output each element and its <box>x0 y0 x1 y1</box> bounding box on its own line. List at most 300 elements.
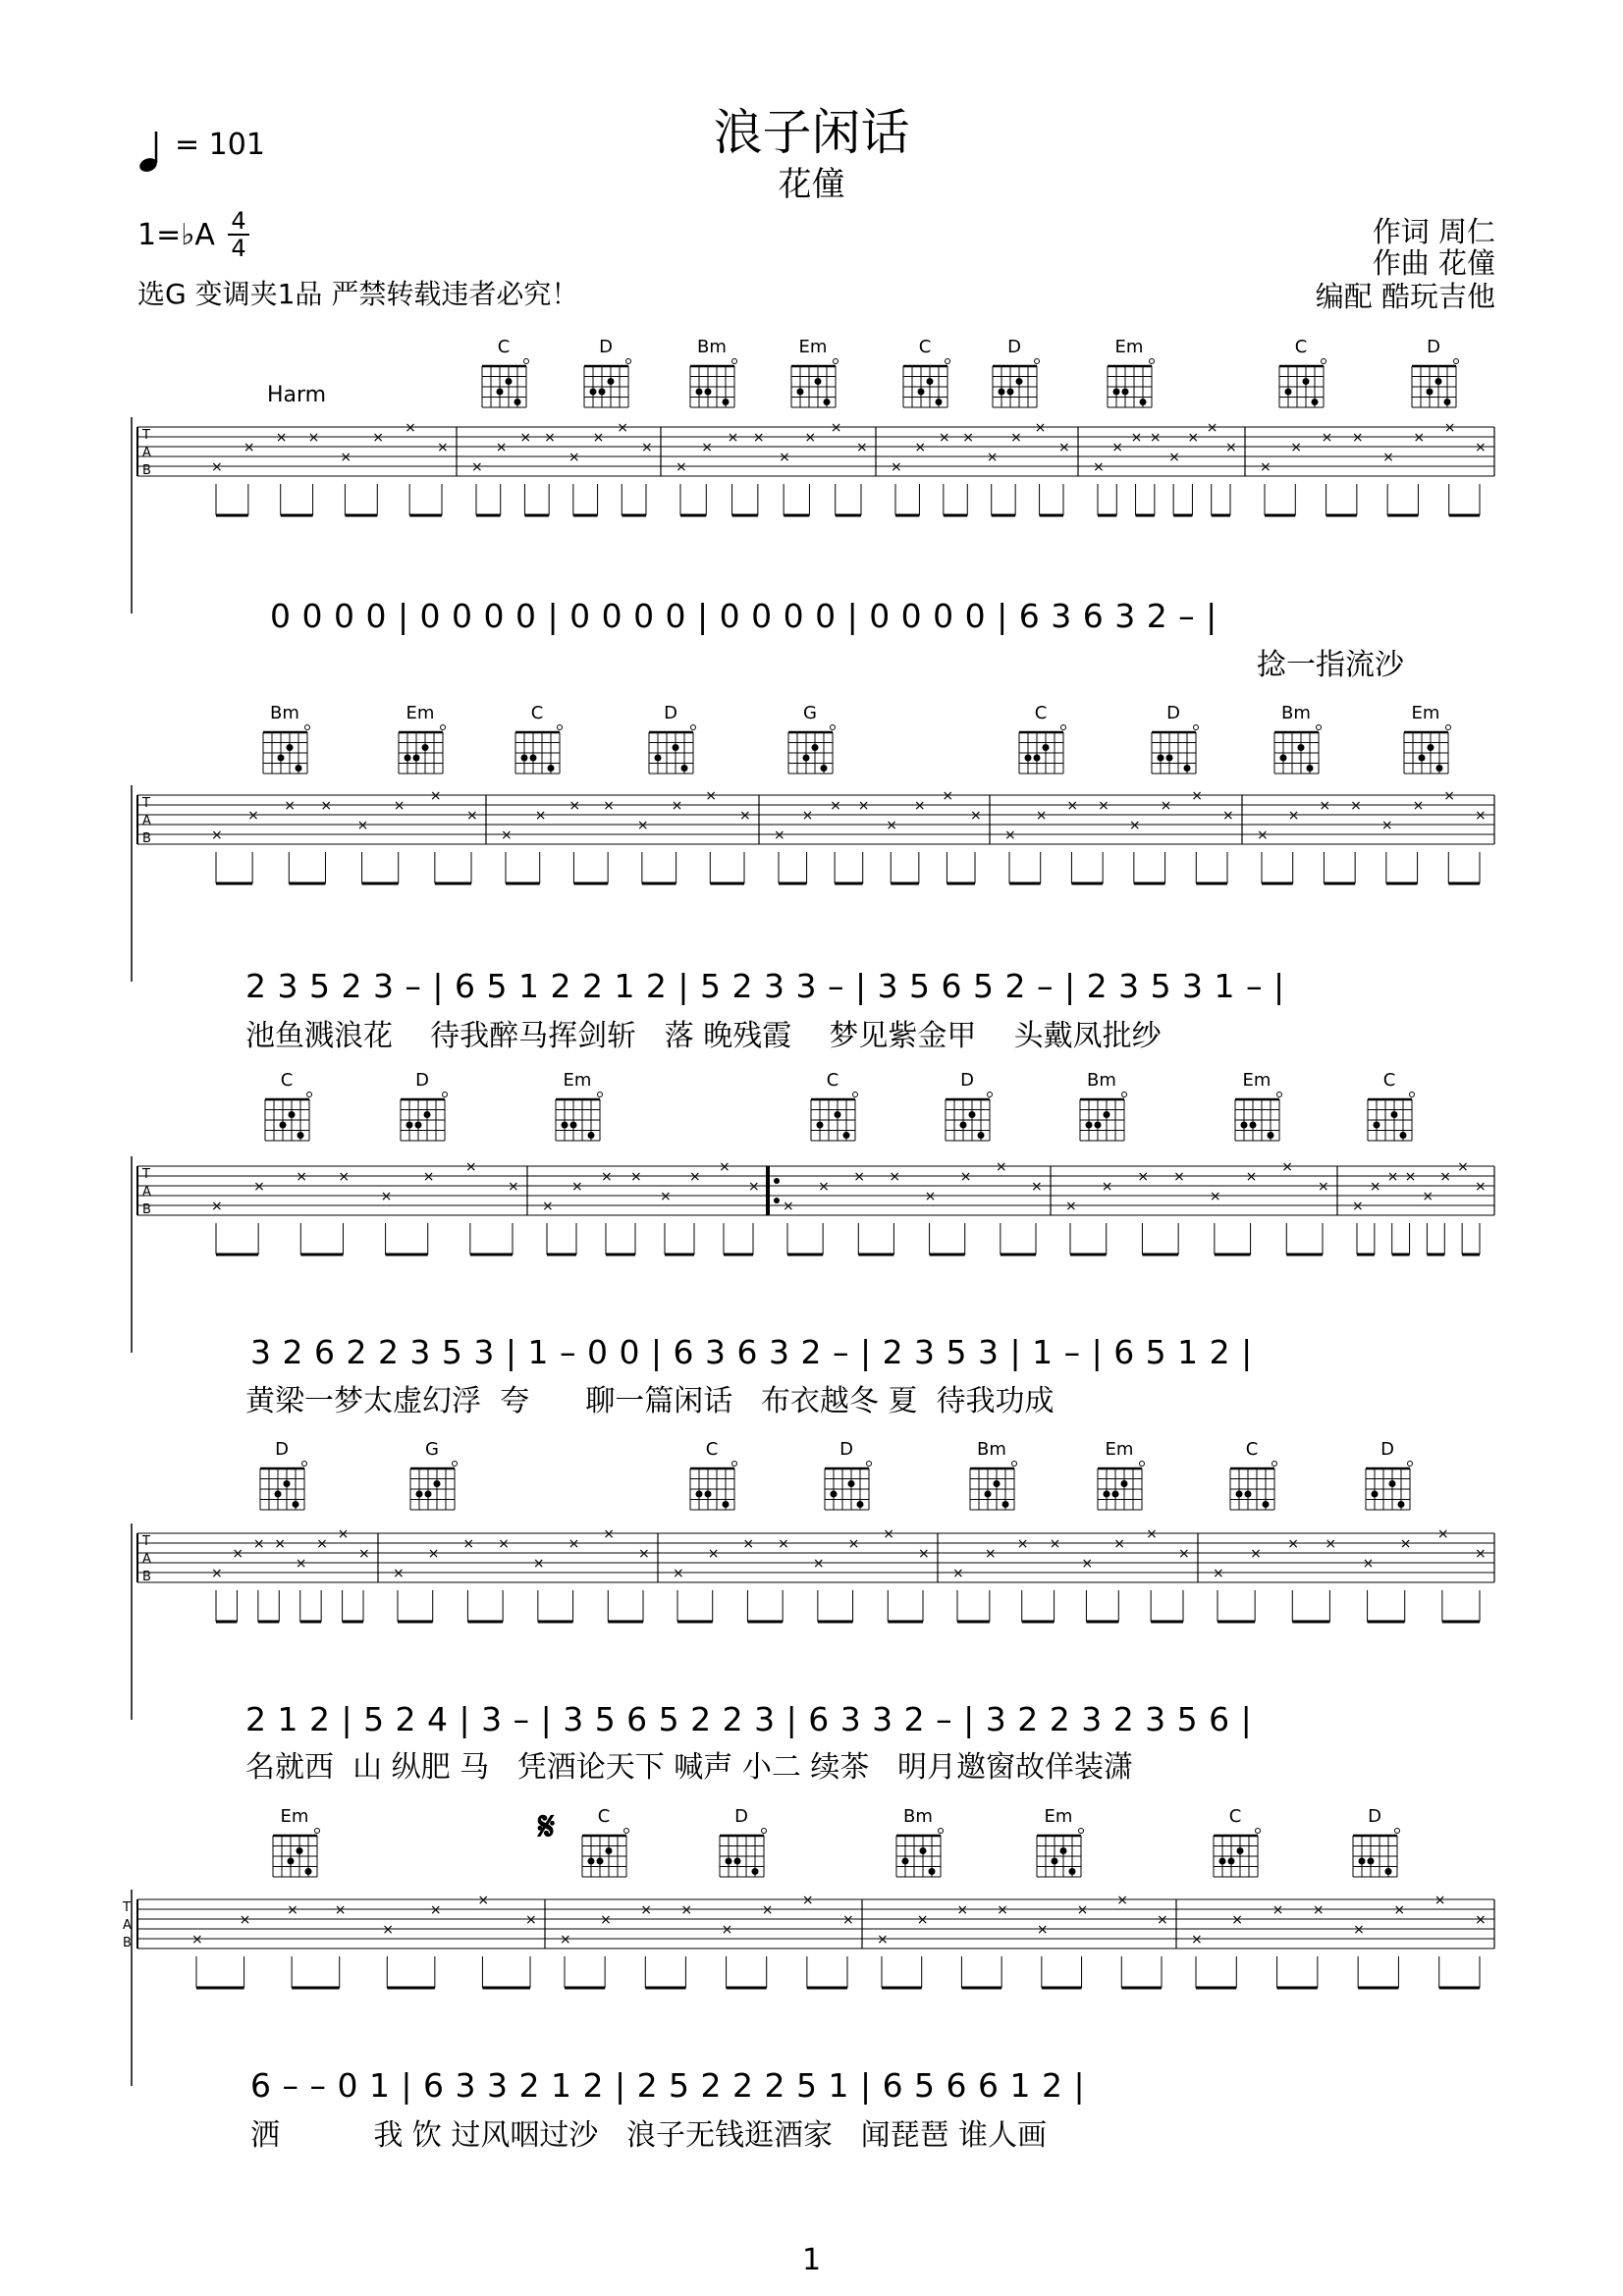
svg-text:×: × <box>532 1556 545 1572</box>
svg-text:×: × <box>853 1169 866 1185</box>
svg-text:×: × <box>984 1546 997 1562</box>
svg-text:×: × <box>243 440 255 455</box>
svg-text:T: T <box>123 1900 131 1915</box>
svg-text:×: × <box>525 1912 537 1928</box>
chord-name: G <box>803 703 817 723</box>
chord-diagram-icon <box>985 358 1044 413</box>
chord-diagram-icon <box>1029 1828 1088 1883</box>
svg-text:×: × <box>1245 1169 1258 1185</box>
svg-text:×: × <box>1157 1912 1168 1928</box>
svg-text:×: × <box>801 808 814 824</box>
svg-text:×: × <box>638 1546 650 1562</box>
chord-name: D <box>734 1806 748 1827</box>
svg-text:×: × <box>617 420 629 436</box>
chord-diagram-icon <box>938 1092 997 1147</box>
svg-text:×: × <box>337 1526 350 1542</box>
svg-text:×: × <box>437 440 449 455</box>
chord-name: D <box>275 1439 289 1460</box>
svg-text:×: × <box>701 440 714 455</box>
chord-diagram-icon <box>548 1092 607 1147</box>
lyricist: 作词 周仁 <box>1372 215 1495 248</box>
lyric-line: 池鱼溅浪花 待我醉马挥剑斩 落 晚残霞 梦见紫金甲 头戴凤批纱 <box>245 1019 1162 1053</box>
svg-text:×: × <box>600 1912 612 1928</box>
svg-text:×: × <box>382 1922 395 1938</box>
svg-text:×: × <box>1034 420 1047 436</box>
svg-text:×: × <box>568 1536 580 1552</box>
svg-text:×: × <box>1353 1922 1365 1938</box>
svg-text:×: × <box>1209 1189 1221 1204</box>
chord-name: D <box>960 1070 974 1091</box>
svg-text:×: × <box>680 1902 693 1918</box>
lyric-line: 捻一指流沙 <box>1257 648 1404 682</box>
lyric-line: 洒 我 饮 过风咽过沙 浪子无钱逛酒家 闻琵琶 谁人画 <box>250 2118 1048 2153</box>
chord-name: D <box>415 1070 429 1091</box>
svg-text:×: × <box>986 450 999 465</box>
svg-text:×: × <box>830 798 841 814</box>
svg-text:×: × <box>913 798 926 814</box>
svg-text:×: × <box>847 1536 860 1552</box>
svg-text:×: × <box>1178 1546 1190 1562</box>
svg-text:×: × <box>1436 1526 1449 1542</box>
chord-name: D <box>1166 703 1180 723</box>
svg-text:×: × <box>995 1159 1007 1175</box>
svg-text:×: × <box>1066 798 1079 814</box>
chord-diagram-icon <box>391 724 450 779</box>
chord-name: D <box>839 1439 853 1460</box>
svg-text:×: × <box>1149 430 1162 446</box>
chord-diagram-icon <box>508 724 567 779</box>
chord-diagram-icon <box>682 358 741 413</box>
svg-text:×: × <box>705 788 718 804</box>
chord-diagram-icon <box>576 358 635 413</box>
svg-text:×: × <box>640 1902 653 1918</box>
svg-text:×: × <box>1443 420 1456 436</box>
chord-diagram-icon <box>574 1828 633 1883</box>
svg-text:×: × <box>689 1169 701 1185</box>
chord-diagram-icon <box>1360 1092 1419 1147</box>
svg-text:×: × <box>1362 1556 1375 1572</box>
chord-name: C <box>1034 703 1048 723</box>
svg-text:×: × <box>830 420 842 436</box>
svg-text:×: × <box>761 1902 774 1918</box>
svg-text:×: × <box>1222 808 1234 824</box>
lyric-line: 黄梁一梦太虚幻浮 夸 聊一篇闲话 布衣越冬 夏 待我功成 <box>245 1384 1055 1418</box>
key-signature: 1=♭A <box>137 218 215 252</box>
time-bottom: 4 <box>228 234 249 261</box>
svg-text:×: × <box>1004 828 1016 843</box>
svg-text:×: × <box>914 440 927 455</box>
chord-name: C <box>280 1070 294 1091</box>
svg-text:×: × <box>891 459 902 475</box>
chord-name: C <box>530 703 544 723</box>
svg-text:×: × <box>232 1546 244 1562</box>
svg-text:×: × <box>1475 1179 1487 1195</box>
chord-name: C <box>705 1439 719 1460</box>
svg-text:×: × <box>211 828 223 843</box>
svg-text:×: × <box>253 1179 265 1195</box>
svg-text:×: × <box>1287 1536 1300 1552</box>
svg-text:×: × <box>1130 430 1143 446</box>
svg-text:×: × <box>1225 440 1237 455</box>
svg-text:×: × <box>542 1199 554 1214</box>
chord-name: C <box>597 1806 611 1827</box>
chord-diagram-icon <box>1072 1092 1131 1147</box>
svg-text:T: T <box>142 428 150 443</box>
chord-name: D <box>1007 337 1021 357</box>
svg-text:×: × <box>1271 1902 1284 1918</box>
svg-text:×: × <box>676 459 687 475</box>
chord-name: Em <box>1242 1070 1271 1091</box>
svg-text:×: × <box>495 440 508 455</box>
time-signature <box>228 208 249 261</box>
svg-text:×: × <box>1137 1169 1150 1185</box>
svg-text:×: × <box>856 440 868 455</box>
svg-text:×: × <box>471 459 483 475</box>
chord-name: D <box>1380 1439 1394 1460</box>
chord-name: Em <box>563 1070 592 1091</box>
chord-diagram-icon <box>265 1828 324 1883</box>
svg-text:×: × <box>568 450 580 465</box>
svg-text:×: × <box>1457 1159 1469 1175</box>
jianpu-line: 6 – – 0 1 | 6 3 3 2 1 2 | 2 5 2 2 2 5 1 | 6 5 6 6 1 2 | <box>250 2066 1086 2105</box>
svg-text:×: × <box>924 1189 937 1204</box>
chord-name: C <box>1245 1439 1259 1460</box>
svg-text:×: × <box>1257 828 1269 843</box>
svg-text:×: × <box>774 828 785 843</box>
chord-name: D <box>1368 1806 1381 1827</box>
chord-name: D <box>664 703 677 723</box>
svg-text:×: × <box>316 1536 328 1552</box>
svg-text:×: × <box>334 1902 347 1918</box>
svg-text:×: × <box>1035 808 1048 824</box>
svg-text:×: × <box>239 1912 251 1928</box>
svg-text:×: × <box>886 818 898 833</box>
segno-icon: 𝄋 <box>538 1804 556 1849</box>
svg-text:×: × <box>752 430 765 446</box>
svg-text:×: × <box>287 1902 298 1918</box>
svg-text:×: × <box>630 1169 642 1185</box>
svg-text:×: × <box>295 1556 307 1572</box>
chord-name: Bm <box>977 1439 1006 1460</box>
svg-text:×: × <box>956 1902 969 1918</box>
svg-text:×: × <box>1434 1893 1446 1908</box>
svg-text:×: × <box>1475 440 1487 455</box>
svg-text:×: × <box>534 808 547 824</box>
svg-text:×: × <box>1113 1536 1126 1552</box>
svg-text:T: T <box>142 796 150 811</box>
chord-name: Em <box>280 1806 309 1827</box>
svg-text:×: × <box>1093 459 1105 475</box>
svg-text:×: × <box>1475 808 1487 824</box>
chord-diagram-icon <box>1404 358 1463 413</box>
svg-text:×: × <box>1413 430 1426 446</box>
svg-text:×: × <box>783 1199 794 1214</box>
svg-text:×: × <box>405 420 416 436</box>
svg-text:×: × <box>1098 798 1109 814</box>
svg-text:×: × <box>1382 450 1394 465</box>
svg-text:×: × <box>1146 1526 1158 1542</box>
svg-text:×: × <box>1076 1902 1089 1918</box>
svg-text:×: × <box>1116 1893 1129 1908</box>
svg-text:×: × <box>1321 430 1333 446</box>
svg-text:×: × <box>801 1893 814 1908</box>
svg-text:×: × <box>462 1536 475 1552</box>
svg-text:×: × <box>804 430 817 446</box>
svg-text:×: × <box>1312 1902 1325 1918</box>
svg-text:×: × <box>1386 1169 1399 1185</box>
svg-text:×: × <box>952 1566 964 1581</box>
harmonic-label: Harm <box>267 383 327 407</box>
chord-diagram-icon <box>962 1461 1021 1516</box>
chord-name: Em <box>1411 703 1440 723</box>
song-artist: 花僮 <box>778 165 845 204</box>
svg-text:×: × <box>1016 1536 1029 1552</box>
svg-text:A: A <box>142 814 151 828</box>
svg-text:×: × <box>1281 1159 1294 1175</box>
svg-text:B: B <box>142 831 151 846</box>
arranger: 编配 酷玩吉他 <box>1315 280 1495 313</box>
svg-text:×: × <box>340 450 352 465</box>
svg-text:×: × <box>1318 1179 1329 1195</box>
chord-diagram-icon <box>682 1461 741 1516</box>
chord-diagram-icon <box>257 1092 316 1147</box>
chord-name: C <box>918 337 932 357</box>
svg-text:×: × <box>275 430 288 446</box>
svg-text:×: × <box>1380 818 1393 833</box>
svg-text:B: B <box>142 463 151 478</box>
chord-name: Em <box>1044 1806 1073 1827</box>
chord-name: Bm <box>270 703 299 723</box>
svg-text:×: × <box>247 808 259 824</box>
svg-text:×: × <box>1160 798 1172 814</box>
chord-name: C <box>826 1070 839 1091</box>
svg-text:×: × <box>1319 798 1331 814</box>
svg-text:×: × <box>1290 440 1303 455</box>
svg-text:×: × <box>429 1902 442 1918</box>
chord-diagram-icon <box>1267 724 1325 779</box>
svg-text:×: × <box>1036 1922 1049 1938</box>
svg-text:×: × <box>1351 430 1364 446</box>
jianpu-line: 2 1 2 | 5 2 4 | 3 – | 3 5 6 5 2 2 3 | 6 3 3 2 – | 3 2 2 3 2 3 5 6 | <box>245 1700 1253 1738</box>
svg-text:×: × <box>296 1169 308 1185</box>
svg-text:×: × <box>1049 1536 1061 1552</box>
svg-text:×: × <box>883 1526 895 1542</box>
svg-text:×: × <box>1412 798 1425 814</box>
svg-text:×: × <box>358 1546 370 1562</box>
svg-text:×: × <box>660 1189 672 1204</box>
svg-text:×: × <box>842 1912 854 1928</box>
svg-text:B: B <box>123 1936 132 1950</box>
svg-text:×: × <box>857 798 870 814</box>
svg-text:×: × <box>779 450 790 465</box>
svg-text:×: × <box>916 1912 929 1928</box>
svg-text:×: × <box>211 1566 223 1581</box>
svg-text:×: × <box>393 798 406 814</box>
svg-text:×: × <box>1231 1912 1244 1928</box>
svg-text:×: × <box>1168 450 1180 465</box>
svg-text:×: × <box>1031 1179 1043 1195</box>
svg-text:×: × <box>742 1536 755 1552</box>
svg-text:×: × <box>508 1179 519 1195</box>
svg-text:×: × <box>284 798 297 814</box>
chord-name: Bm <box>697 337 727 357</box>
chord-name: D <box>1427 337 1440 357</box>
svg-text:×: × <box>1187 430 1200 446</box>
chord-diagram-icon <box>1358 1461 1417 1516</box>
svg-text:×: × <box>429 788 442 804</box>
chord-diagram-icon <box>474 358 533 413</box>
chord-diagram-icon <box>393 1092 452 1147</box>
svg-text:×: × <box>1325 1536 1337 1552</box>
chord-diagram-icon <box>1011 724 1070 779</box>
svg-text:×: × <box>422 1169 435 1185</box>
chord-diagram-icon <box>1345 1828 1404 1883</box>
svg-text:×: × <box>380 1189 393 1204</box>
svg-text:×: × <box>592 430 605 446</box>
svg-text:A: A <box>142 446 151 460</box>
chord-name: Em <box>1105 1439 1134 1460</box>
svg-text:×: × <box>721 1922 733 1938</box>
svg-text:×: × <box>1058 440 1070 455</box>
page-number: 1 <box>801 2243 822 2277</box>
chord-name: C <box>1294 337 1308 357</box>
svg-text:×: × <box>1213 1566 1224 1581</box>
chord-name: Bm <box>1281 703 1311 723</box>
svg-text:×: × <box>571 1179 583 1195</box>
lyric-line: 名就西 山 纵肥 马 凭酒论天下 喊声 小二 续茶 明月邀窗故佯装潇 <box>245 1750 1133 1785</box>
chord-diagram-icon <box>781 724 839 779</box>
svg-text:×: × <box>568 798 581 814</box>
svg-text:×: × <box>191 1932 203 1948</box>
chord-diagram-icon <box>641 724 700 779</box>
svg-text:×: × <box>959 1169 972 1185</box>
svg-text:×: × <box>673 1566 684 1581</box>
svg-text:×: × <box>1422 1189 1434 1204</box>
svg-text:×: × <box>727 430 739 446</box>
svg-text:×: × <box>601 1169 613 1185</box>
tempo-marking: = 101 <box>175 128 265 162</box>
svg-text:×: × <box>1350 798 1362 814</box>
svg-text:×: × <box>320 798 333 814</box>
chord-diagram-icon <box>1206 1828 1265 1883</box>
chord-diagram-icon <box>1100 358 1159 413</box>
song-title: 浪子闲话 <box>713 104 910 161</box>
time-top: 4 <box>231 207 246 235</box>
svg-text:×: × <box>544 430 556 446</box>
svg-text:×: × <box>274 1536 287 1552</box>
chord-diagram-icon <box>803 1092 862 1147</box>
svg-text:×: × <box>427 1546 440 1562</box>
chord-diagram-icon <box>817 1461 876 1516</box>
composer: 作曲 花僮 <box>1372 246 1495 280</box>
svg-text:B: B <box>142 1202 151 1217</box>
svg-text:×: × <box>1352 1199 1364 1214</box>
svg-text:×: × <box>962 430 975 446</box>
svg-text:×: × <box>338 1169 351 1185</box>
svg-text:×: × <box>211 459 223 475</box>
chord-name: Bm <box>1087 1070 1116 1091</box>
svg-text:×: × <box>1260 459 1271 475</box>
svg-text:×: × <box>1101 1179 1113 1195</box>
svg-text:A: A <box>142 1552 151 1567</box>
chord-name: Em <box>798 337 828 357</box>
chord-name: C <box>1382 1070 1396 1091</box>
svg-text:×: × <box>1369 1179 1381 1195</box>
svg-text:×: × <box>501 828 513 843</box>
svg-text:A: A <box>123 1918 132 1933</box>
svg-text:×: × <box>707 1546 720 1562</box>
svg-text:×: × <box>1404 1169 1417 1185</box>
chord-diagram-icon <box>712 1828 771 1883</box>
jianpu-line: 2 3 5 2 3 – | 6 5 1 2 2 1 2 | 5 2 3 3 – | 3 5 6 5 2 – | 2 3 5 3 1 – | <box>245 967 1285 1005</box>
svg-text:×: × <box>211 1199 223 1214</box>
svg-text:×: × <box>970 808 982 824</box>
chord-diagram-icon <box>403 1461 461 1516</box>
svg-text:×: × <box>466 808 478 824</box>
chord-diagram-icon <box>1090 1461 1149 1516</box>
svg-text:×: × <box>356 818 369 833</box>
svg-text:×: × <box>464 1159 477 1175</box>
chord-name: Em <box>406 703 435 723</box>
svg-text:×: × <box>719 1159 730 1175</box>
jianpu-line: 3 2 6 2 2 3 5 3 | 1 – 0 0 | 6 3 6 3 2 – | 2 3 5 3 | 1 – | 6 5 1 2 | <box>250 1333 1253 1371</box>
chord-diagram-icon <box>255 724 314 779</box>
svg-text:×: × <box>812 1556 825 1572</box>
chord-diagram-icon <box>895 358 954 413</box>
svg-text:×: × <box>393 1566 405 1581</box>
svg-text:×: × <box>942 788 954 804</box>
chord-diagram-icon <box>1144 724 1203 779</box>
svg-text:×: × <box>1475 1546 1487 1562</box>
svg-text:B: B <box>142 1570 151 1584</box>
svg-text:A: A <box>142 1185 151 1200</box>
svg-text:×: × <box>818 1179 830 1195</box>
svg-text:×: × <box>1191 788 1204 804</box>
jianpu-line: 0 0 0 0 | 0 0 0 0 | 0 0 0 0 | 0 0 0 0 | 0 0 0 0 | 6 3 6 3 2 – | <box>270 597 1217 635</box>
svg-text:×: × <box>636 818 649 833</box>
chord-diagram-icon <box>1396 724 1455 779</box>
svg-text:×: × <box>1439 1169 1452 1185</box>
svg-text:×: × <box>918 1546 930 1562</box>
chord-diagram-icon <box>1222 1461 1281 1516</box>
svg-text:×: × <box>748 1179 760 1195</box>
svg-text:×: × <box>739 808 751 824</box>
chord-name: Em <box>1114 337 1144 357</box>
chord-diagram-icon <box>1271 358 1330 413</box>
svg-text:×: × <box>1065 1199 1077 1214</box>
svg-text:×: × <box>1173 1169 1185 1185</box>
svg-text:×: × <box>1393 1902 1406 1918</box>
svg-text:×: × <box>997 1902 1008 1918</box>
chord-name: C <box>497 337 511 357</box>
chord-diagram-icon <box>1227 1092 1286 1147</box>
svg-text:×: × <box>778 1536 789 1552</box>
svg-text:×: × <box>372 430 385 446</box>
svg-text:×: × <box>560 1932 571 1948</box>
svg-text:×: × <box>1443 788 1456 804</box>
svg-text:×: × <box>519 430 532 446</box>
svg-text:×: × <box>1399 1536 1412 1552</box>
svg-text:×: × <box>307 430 320 446</box>
chord-diagram-icon <box>889 1828 947 1883</box>
svg-text:×: × <box>938 430 950 446</box>
svg-text:×: × <box>1010 430 1022 446</box>
svg-text:×: × <box>1250 1546 1262 1562</box>
svg-text:×: × <box>603 1526 616 1542</box>
svg-text:×: × <box>1206 420 1218 436</box>
svg-text:×: × <box>252 1536 265 1552</box>
svg-text:×: × <box>671 798 683 814</box>
